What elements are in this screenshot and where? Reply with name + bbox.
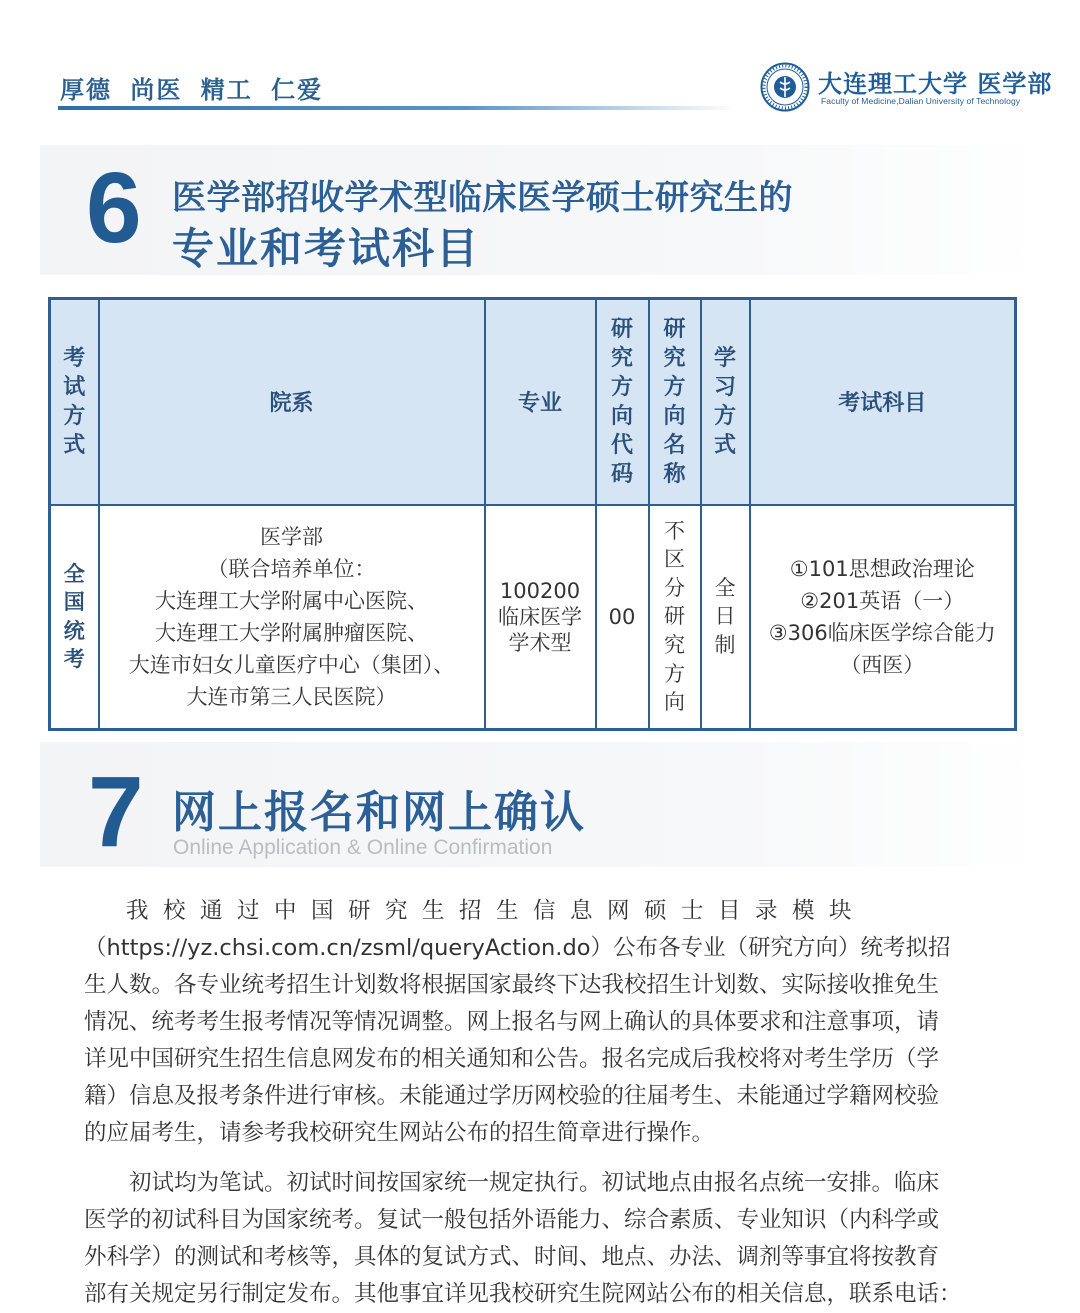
paragraph-line: 生人数。各专业统考招生计划数将根据国家最终下达我校招生计划数、实际接收推免生 xyxy=(84,972,940,998)
paragraph-line: 医学的初试科目为国家统考。复试一般包括外语能力、综合素质、专业知识（内科学或 xyxy=(84,1207,940,1233)
table-header-row xyxy=(50,299,1016,505)
majors-exam-table xyxy=(48,297,1017,731)
department-line: （联合培养单位： xyxy=(207,556,376,581)
section7-subtitle: Online Application & Online Confirmation xyxy=(173,836,553,859)
cell-exam-mode: 全国统考 xyxy=(50,505,99,730)
th-major: 专业 xyxy=(485,299,596,505)
th-direction-code: 研究方向代码 xyxy=(596,299,649,505)
section7-number: 7 xyxy=(88,756,144,868)
th-subjects: 考试科目 xyxy=(750,299,1016,505)
cell-study-mode: 全日制 xyxy=(701,505,750,730)
paragraph-line: 的应届考生，请参考我校研究生网站公布的招生简章进行操作。 xyxy=(84,1120,715,1146)
section6-title-line1: 医学部招收学术型临床医学硕士研究生的 xyxy=(172,178,793,218)
subject-line: ③306临床医学综合能力 xyxy=(768,620,996,645)
logo-title: 大连理工大学 医学部 xyxy=(818,69,1053,98)
section6-number: 6 xyxy=(86,152,142,264)
cell-department xyxy=(99,505,485,730)
major-line: 临床医学 xyxy=(498,604,582,629)
th-study-mode: 学习方式 xyxy=(701,299,750,505)
logo-subtitle: Faculty of Medicine,Dalian University of Technology xyxy=(821,96,1021,106)
major-line: 学术型 xyxy=(508,630,572,655)
cell-major xyxy=(485,505,596,730)
subject-line: ①101思想政治理论 xyxy=(789,556,975,581)
cell-direction-code: 00 xyxy=(596,505,649,730)
section7-title: 网上报名和网上确认 xyxy=(172,787,586,838)
department-line: 大连理工大学附属肿瘤医院、 xyxy=(155,620,428,645)
department-line: 大连市第三人民医院） xyxy=(186,684,397,709)
paragraph-preliminary-exam xyxy=(84,1165,998,1313)
paragraph-line: 初试均为笔试。初试时间按国家统一规定执行。初试地点由报名点统一安排。临床 xyxy=(129,1170,940,1196)
paragraph-line: （https://yz.chsi.com.cn/zsml/queryAction.do）公布各专业（研究方向）统考拟招 xyxy=(84,935,951,961)
subject-line: （西医） xyxy=(840,652,925,677)
slogan: 厚德 尚医 精工 仁爱 xyxy=(60,76,324,104)
th-direction-name: 研究方向名称 xyxy=(649,299,701,505)
cell-subjects xyxy=(750,505,1016,730)
major-line: 100200 xyxy=(499,578,581,603)
paragraph-line: 部有关规定另行制定发布。其他事宜详见我校研究生院网站公布的相关信息，联系电话： xyxy=(84,1281,962,1307)
paragraph-line: 外科学）的测试和考核等，具体的复试方式、时间、地点、办法、调剂等事宜将按教育 xyxy=(84,1244,940,1270)
department-line: 大连理工大学附属中心医院、 xyxy=(155,588,428,613)
cell-direction-name: 不区分研究方向 xyxy=(649,505,701,730)
university-seal-icon xyxy=(760,62,810,112)
paragraph-line: 我校通过中国研究生招生信息网硕士目录模块 xyxy=(126,898,867,924)
paragraph-line: 详见中国研究生招生信息网发布的相关通知和公告。报名完成后我校将对考生学历（学 xyxy=(84,1046,940,1072)
department-line: 大连市妇女儿童医疗中心（集团）、 xyxy=(128,652,455,677)
paragraph-line: 籍）信息及报考条件进行审核。未能通过学历网校验的往届考生、未能通过学籍网校验 xyxy=(84,1083,940,1109)
th-department: 院系 xyxy=(99,299,485,505)
header-divider xyxy=(58,106,738,110)
subject-line: ②201英语（一） xyxy=(800,588,965,613)
section6-title-line2: 专业和考试科目 xyxy=(172,224,481,273)
department-line: 医学部 xyxy=(260,524,323,549)
th-exam-mode: 考试方式 xyxy=(50,299,99,505)
paragraph-online-registration xyxy=(84,893,998,1152)
table-row xyxy=(50,505,1016,730)
paragraph-line: 情况、统考考生报考情况等情况调整。网上报名与网上确认的具体要求和注意事项，请 xyxy=(84,1009,940,1035)
